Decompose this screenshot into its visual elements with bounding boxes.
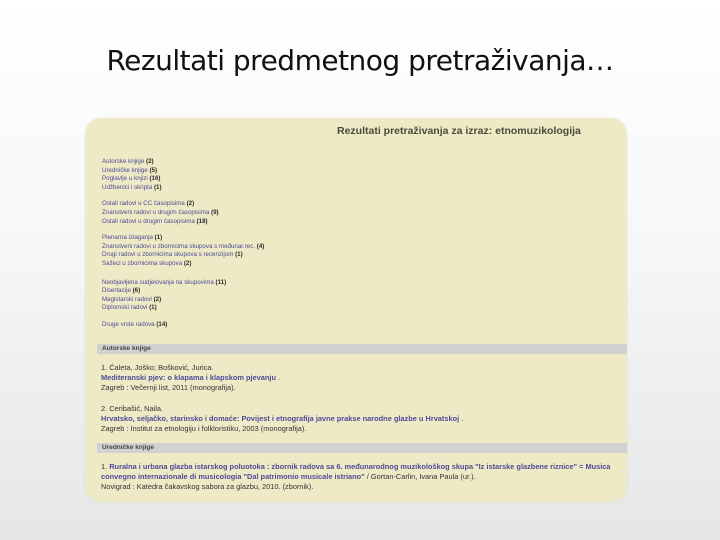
category-item [102, 218, 542, 227]
result-authors: 2. Ceribašić, Naila. [101, 404, 164, 413]
category-group [102, 234, 542, 268]
slide-title: Rezultati predmetnog pretraživanja… [106, 44, 614, 77]
category-link[interactable]: Ostali radovi u CC časopisima [102, 200, 185, 208]
category-count: (1) [153, 183, 162, 191]
category-link[interactable]: Plenarna izlaganja [102, 234, 153, 242]
category-item [102, 260, 542, 269]
result-editors: / Gortan-Carlin, Ivana Paula (ur.). [364, 472, 476, 482]
category-link[interactable]: Diplomski radovi [102, 304, 148, 312]
category-group [102, 158, 542, 192]
category-count: (6) [132, 287, 141, 295]
category-item [102, 209, 542, 218]
category-item [102, 200, 542, 209]
category-count: (2) [153, 295, 162, 303]
category-link[interactable]: Znanstveni radovi u zbornicima skupova s međunar.rec. [102, 242, 256, 250]
category-item [102, 287, 542, 296]
category-item [102, 158, 542, 167]
result-entry [101, 404, 627, 435]
category-link[interactable]: Disertacije [102, 287, 131, 295]
category-item [102, 304, 542, 313]
category-count: (5) [149, 166, 158, 174]
result-authors: 1. Ćaleta, Joško; Bošković, Jurica. [101, 363, 214, 372]
category-count: (9) [211, 208, 219, 216]
category-link[interactable]: Znanstveni radovi u drugim časopisima [102, 208, 210, 216]
result-publisher: Novigrad : Katedra čakavskog sabora za glazbu, 2010. (zbornik). [101, 482, 314, 492]
result-title-link[interactable]: Ruralna i urbana glazba istarskog poluotoka : zbornik radova sa 6. međunarodnog muzikološkog skupa "Iz istarske glazbene riznice" = Musica [109, 462, 611, 471]
category-link[interactable]: Magistarski radovi [102, 295, 152, 303]
result-publisher: Zagreb : Institut za etnologiju i folkloristiku, 2003 (monografija). [101, 424, 307, 434]
category-link[interactable]: Drugi radovi u zbornicima skupova s recenzijom [102, 251, 234, 259]
category-item [102, 296, 542, 305]
category-item [102, 167, 542, 176]
category-link[interactable]: Neobjavljena sudjelovanja na skupovima [102, 278, 214, 286]
category-count: (1) [154, 234, 163, 242]
result-number: 1. [101, 462, 110, 471]
result-title-link[interactable]: Hrvatsko, seljačko, starinsko i domaće: Povijest i etnografija javne prakse narodne glazbe u Hrvatskoj [101, 414, 460, 424]
category-item [102, 251, 542, 260]
category-count: (2) [183, 259, 192, 267]
category-link[interactable]: Sažeci u zbornicima skupova [102, 259, 183, 267]
category-group [102, 279, 542, 313]
section-header-autorske: Autorske knjige [97, 344, 627, 354]
results-heading: Rezultati pretraživanja za izraz: etnomuzikologija [337, 125, 581, 137]
category-item [102, 184, 542, 193]
result-title-link[interactable]: convegno internazionale di musicologia "Dal patrimonio musicale istriano" [101, 472, 365, 482]
category-count: (1) [235, 251, 243, 259]
category-count: (2) [186, 200, 195, 208]
category-item [102, 175, 542, 184]
category-link[interactable]: Udžbenici i skripta [102, 183, 153, 191]
result-publisher: Zagreb : Večernji list, 2011 (monografija). [101, 383, 236, 393]
category-item [102, 279, 542, 288]
category-group [102, 321, 542, 330]
result-title-tail: . [459, 414, 464, 424]
category-count: (18) [196, 217, 208, 225]
category-count: (4) [256, 242, 265, 250]
search-results-panel [85, 118, 627, 502]
category-item [102, 234, 542, 243]
result-title-tail: . [275, 373, 281, 383]
category-count: (11) [215, 278, 227, 286]
category-count: (1) [149, 304, 157, 312]
category-item [102, 243, 542, 252]
category-link[interactable]: Uredničke knjige [102, 166, 148, 174]
result-entry [101, 462, 627, 493]
category-link[interactable]: Ostali radovi u drugim časopisima [102, 217, 195, 225]
category-count: (14) [156, 320, 168, 328]
result-entry [101, 363, 627, 394]
category-group [102, 200, 542, 226]
category-list [102, 158, 542, 338]
category-link[interactable]: Poglavlje u knjizi [102, 175, 148, 183]
category-link[interactable]: Druge vrste radova [102, 320, 155, 328]
section-header-urednicke: Uredničke knjige [97, 443, 627, 453]
category-item [102, 321, 542, 330]
category-link[interactable]: Autorske knjige [102, 158, 145, 165]
result-title-link[interactable]: Mediteranski pjev: o klapama i klapskom pjevanju [101, 373, 276, 383]
category-count: (2) [146, 158, 154, 165]
category-count: (16) [149, 175, 161, 183]
